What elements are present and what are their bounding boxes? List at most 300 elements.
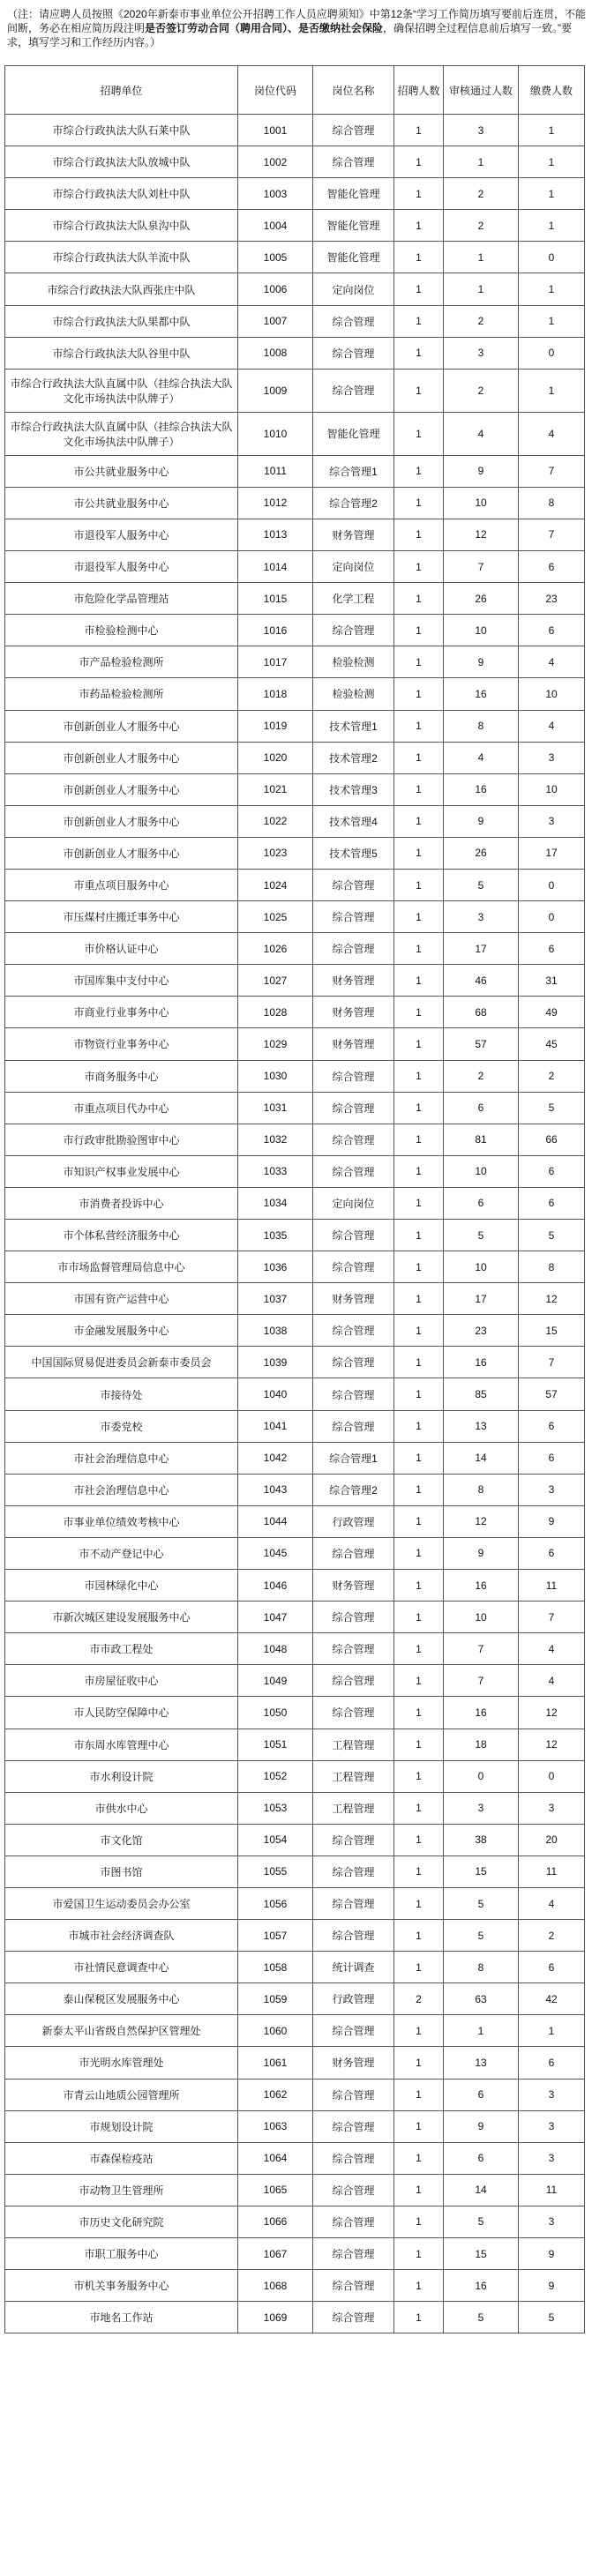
cell-code: 1036 [238, 1251, 313, 1283]
cell-code: 1040 [238, 1378, 313, 1410]
cell-paid: 5 [519, 1092, 585, 1124]
cell-paid: 5 [519, 2302, 585, 2333]
cell-code: 1028 [238, 997, 313, 1028]
cell-quota: 1 [394, 1378, 444, 1410]
cell-approved: 18 [444, 1729, 519, 1760]
cell-post: 工程管理 [313, 1760, 394, 1792]
cell-post: 综合管理 [313, 115, 394, 146]
table-row [5, 773, 585, 805]
cell-post: 综合管理1 [313, 1442, 394, 1474]
cell-unit: 市创新创业人才服务中心 [5, 837, 238, 869]
cell-paid: 49 [519, 997, 585, 1028]
cell-code: 1041 [238, 1410, 313, 1442]
cell-code: 1023 [238, 837, 313, 869]
cell-post: 财务管理 [313, 1283, 394, 1315]
cell-unit: 市事业单位绩效考核中心 [5, 1505, 238, 1537]
cell-post: 综合管理 [313, 1665, 394, 1697]
cell-paid: 3 [519, 2110, 585, 2142]
table-row [5, 1983, 585, 2015]
notice-bold: 是否签订劳动合同（聘用合同）、是否缴纳社会保险 [145, 22, 384, 34]
cell-approved: 6 [444, 2079, 519, 2110]
cell-unit: 市公共就业服务中心 [5, 455, 238, 487]
cell-post: 综合管理 [313, 1315, 394, 1347]
cell-quota: 1 [394, 305, 444, 337]
cell-approved: 10 [444, 1602, 519, 1633]
cell-unit: 市水利设计院 [5, 1760, 238, 1792]
cell-approved: 81 [444, 1124, 519, 1155]
cell-paid: 12 [519, 1283, 585, 1315]
cell-post: 定向岗位 [313, 273, 394, 305]
cell-code: 1001 [238, 115, 313, 146]
table-row [5, 2302, 585, 2333]
cell-approved: 9 [444, 2110, 519, 2142]
cell-code: 1016 [238, 615, 313, 646]
table-row [5, 615, 585, 646]
table-row [5, 869, 585, 900]
cell-post: 综合管理 [313, 337, 394, 369]
cell-paid: 45 [519, 1028, 585, 1060]
cell-post: 财务管理 [313, 965, 394, 997]
cell-post: 综合管理 [313, 1251, 394, 1283]
cell-unit: 市社会治理信息中心 [5, 1442, 238, 1474]
cell-approved: 14 [444, 2174, 519, 2206]
cell-approved: 2 [444, 1060, 519, 1092]
cell-post: 综合管理 [313, 2142, 394, 2174]
cell-unit: 市社会治理信息中心 [5, 1474, 238, 1505]
cell-paid: 7 [519, 1347, 585, 1378]
cell-unit: 市重点项目代办中心 [5, 1092, 238, 1124]
cell-quota: 1 [394, 412, 444, 455]
cell-unit: 市规划设计院 [5, 2110, 238, 2142]
cell-paid: 4 [519, 1633, 585, 1665]
cell-approved: 3 [444, 901, 519, 933]
cell-unit: 市商业行业事务中心 [5, 997, 238, 1028]
cell-unit: 市商务服务中心 [5, 1060, 238, 1092]
cell-post: 财务管理 [313, 1028, 394, 1060]
table-row [5, 115, 585, 146]
cell-unit: 市房屋征收中心 [5, 1665, 238, 1697]
cell-quota: 1 [394, 997, 444, 1028]
table-row [5, 583, 585, 615]
cell-code: 1057 [238, 1920, 313, 1952]
cell-quota: 1 [394, 1792, 444, 1824]
cell-post: 行政管理 [313, 1983, 394, 2015]
cell-unit: 市创新创业人才服务中心 [5, 805, 238, 837]
table-row [5, 1920, 585, 1952]
cell-code: 1050 [238, 1697, 313, 1729]
cell-post: 技术管理5 [313, 837, 394, 869]
cell-code: 1003 [238, 178, 313, 210]
cell-approved: 26 [444, 583, 519, 615]
cell-code: 1019 [238, 710, 313, 742]
cell-post: 财务管理 [313, 2047, 394, 2079]
cell-unit: 市公共就业服务中心 [5, 487, 238, 519]
cell-paid: 3 [519, 2079, 585, 2110]
cell-paid: 17 [519, 837, 585, 869]
cell-paid: 6 [519, 615, 585, 646]
cell-paid: 2 [519, 1920, 585, 1952]
cell-paid: 3 [519, 1792, 585, 1824]
table-row [5, 1028, 585, 1060]
cell-code: 1029 [238, 1028, 313, 1060]
cell-paid: 66 [519, 1124, 585, 1155]
cell-unit: 市物资行业事务中心 [5, 1028, 238, 1060]
cell-post: 综合管理 [313, 2174, 394, 2206]
cell-code: 1006 [238, 273, 313, 305]
cell-approved: 8 [444, 710, 519, 742]
table-row [5, 1092, 585, 1124]
cell-code: 1010 [238, 412, 313, 455]
cell-unit: 市历史文化研究院 [5, 2206, 238, 2237]
cell-quota: 1 [394, 869, 444, 900]
cell-quota: 1 [394, 1283, 444, 1315]
cell-approved: 5 [444, 869, 519, 900]
cell-unit: 市综合行政执法大队直属中队（挂综合执法大队文化市场执法中队牌子） [5, 369, 238, 412]
cell-quota: 1 [394, 646, 444, 678]
table-row [5, 2015, 585, 2047]
cell-paid: 9 [519, 2270, 585, 2302]
header-paid: 缴费人数 [519, 66, 585, 115]
table-row [5, 710, 585, 742]
table-row [5, 1887, 585, 1919]
cell-unit: 市行政审批勘验图审中心 [5, 1124, 238, 1155]
cell-quota: 1 [394, 1251, 444, 1283]
cell-paid: 3 [519, 805, 585, 837]
cell-quota: 1 [394, 487, 444, 519]
cell-unit: 新泰太平山省级自然保护区管理处 [5, 2015, 238, 2047]
table-row [5, 2079, 585, 2110]
table-row [5, 1952, 585, 1983]
table-row [5, 1315, 585, 1347]
cell-post: 检验检测 [313, 678, 394, 710]
cell-post: 综合管理 [313, 2206, 394, 2237]
cell-quota: 1 [394, 805, 444, 837]
cell-post: 综合管理 [313, 2079, 394, 2110]
cell-approved: 7 [444, 1633, 519, 1665]
cell-paid: 6 [519, 1537, 585, 1569]
cell-quota: 1 [394, 146, 444, 178]
cell-quota: 1 [394, 2206, 444, 2237]
cell-quota: 1 [394, 519, 444, 550]
cell-paid: 3 [519, 742, 585, 773]
cell-approved: 3 [444, 337, 519, 369]
table-row [5, 2238, 585, 2270]
cell-post: 技术管理1 [313, 710, 394, 742]
cell-quota: 1 [394, 2047, 444, 2079]
cell-code: 1051 [238, 1729, 313, 1760]
cell-paid: 4 [519, 1887, 585, 1919]
table-row [5, 369, 585, 412]
cell-unit: 市药品检验检测所 [5, 678, 238, 710]
cell-paid: 5 [519, 1220, 585, 1251]
cell-quota: 1 [394, 1952, 444, 1983]
cell-code: 1011 [238, 455, 313, 487]
cell-post: 综合管理 [313, 2238, 394, 2270]
header-code: 岗位代码 [238, 66, 313, 115]
cell-quota: 1 [394, 615, 444, 646]
cell-approved: 3 [444, 1792, 519, 1824]
table-row [5, 678, 585, 710]
cell-post: 定向岗位 [313, 551, 394, 583]
cell-approved: 68 [444, 997, 519, 1028]
table-row [5, 305, 585, 337]
cell-quota: 1 [394, 1570, 444, 1602]
cell-unit: 泰山保税区发展服务中心 [5, 1983, 238, 2015]
cell-code: 1061 [238, 2047, 313, 2079]
table-row [5, 178, 585, 210]
cell-code: 1014 [238, 551, 313, 583]
cell-approved: 9 [444, 646, 519, 678]
cell-code: 1021 [238, 773, 313, 805]
cell-unit: 市园林绿化中心 [5, 1570, 238, 1602]
cell-unit: 市检验检测中心 [5, 615, 238, 646]
cell-quota: 1 [394, 901, 444, 933]
cell-quota: 1 [394, 115, 444, 146]
cell-quota: 1 [394, 1537, 444, 1569]
table-row [5, 2047, 585, 2079]
cell-post: 综合管理 [313, 2270, 394, 2302]
cell-approved: 4 [444, 412, 519, 455]
cell-code: 1065 [238, 2174, 313, 2206]
notice-text [0, 2, 592, 65]
cell-quota: 1 [394, 1505, 444, 1537]
cell-paid: 1 [519, 146, 585, 178]
cell-post: 综合管理 [313, 1347, 394, 1378]
cell-paid: 1 [519, 115, 585, 146]
cell-quota: 1 [394, 773, 444, 805]
cell-unit: 市光明水库管理处 [5, 2047, 238, 2079]
cell-paid: 57 [519, 1378, 585, 1410]
cell-paid: 8 [519, 1251, 585, 1283]
cell-unit: 市创新创业人才服务中心 [5, 773, 238, 805]
table-row [5, 1124, 585, 1155]
cell-code: 1067 [238, 2238, 313, 2270]
cell-approved: 17 [444, 1283, 519, 1315]
cell-quota: 1 [394, 1697, 444, 1729]
cell-approved: 10 [444, 487, 519, 519]
table-row [5, 2270, 585, 2302]
table-row [5, 1283, 585, 1315]
cell-quota: 1 [394, 1760, 444, 1792]
cell-quota: 1 [394, 1442, 444, 1474]
cell-code: 1032 [238, 1124, 313, 1155]
cell-post: 综合管理 [313, 2302, 394, 2333]
cell-quota: 1 [394, 1124, 444, 1155]
cell-code: 1055 [238, 1855, 313, 1887]
table-row [5, 901, 585, 933]
cell-unit: 市产品检验检测所 [5, 646, 238, 678]
cell-paid: 6 [519, 1155, 585, 1187]
cell-unit: 市价格认证中心 [5, 933, 238, 965]
cell-post: 技术管理4 [313, 805, 394, 837]
table-row [5, 1697, 585, 1729]
cell-approved: 5 [444, 1887, 519, 1919]
cell-unit: 市综合行政执法大队放城中队 [5, 146, 238, 178]
header-unit: 招聘单位 [5, 66, 238, 115]
recruitment-table [4, 65, 585, 2333]
cell-quota: 1 [394, 273, 444, 305]
table-row [5, 1505, 585, 1537]
cell-quota: 1 [394, 1060, 444, 1092]
cell-code: 1060 [238, 2015, 313, 2047]
cell-quota: 1 [394, 369, 444, 412]
cell-approved: 8 [444, 1474, 519, 1505]
cell-code: 1018 [238, 678, 313, 710]
table-row [5, 1665, 585, 1697]
cell-approved: 2 [444, 305, 519, 337]
cell-unit: 市金融发展服务中心 [5, 1315, 238, 1347]
cell-approved: 6 [444, 2142, 519, 2174]
cell-code: 1038 [238, 1315, 313, 1347]
cell-unit: 市消费者投诉中心 [5, 1187, 238, 1219]
cell-approved: 38 [444, 1824, 519, 1855]
cell-quota: 1 [394, 2015, 444, 2047]
cell-post: 综合管理 [313, 869, 394, 900]
cell-unit: 市动物卫生管理所 [5, 2174, 238, 2206]
cell-paid: 2 [519, 1060, 585, 1092]
cell-quota: 1 [394, 1474, 444, 1505]
table-row [5, 551, 585, 583]
cell-unit: 市知识产权事业发展中心 [5, 1155, 238, 1187]
cell-quota: 1 [394, 1410, 444, 1442]
cell-code: 1004 [238, 210, 313, 242]
cell-code: 1043 [238, 1474, 313, 1505]
cell-approved: 5 [444, 2302, 519, 2333]
cell-code: 1054 [238, 1824, 313, 1855]
cell-paid: 12 [519, 1697, 585, 1729]
cell-paid: 6 [519, 551, 585, 583]
cell-paid: 1 [519, 273, 585, 305]
cell-quota: 1 [394, 337, 444, 369]
cell-paid: 8 [519, 487, 585, 519]
cell-post: 统计调查 [313, 1952, 394, 1983]
cell-paid: 6 [519, 1952, 585, 1983]
cell-code: 1037 [238, 1283, 313, 1315]
cell-code: 1059 [238, 1983, 313, 2015]
cell-approved: 2 [444, 178, 519, 210]
cell-post: 综合管理 [313, 305, 394, 337]
cell-quota: 1 [394, 1220, 444, 1251]
table-row [5, 1792, 585, 1824]
table-row [5, 210, 585, 242]
cell-code: 1034 [238, 1187, 313, 1219]
cell-approved: 3 [444, 115, 519, 146]
cell-paid: 9 [519, 1505, 585, 1537]
cell-paid: 0 [519, 337, 585, 369]
cell-code: 1017 [238, 646, 313, 678]
table-row [5, 1729, 585, 1760]
table-row [5, 1251, 585, 1283]
cell-unit: 市创新创业人才服务中心 [5, 710, 238, 742]
cell-quota: 1 [394, 2142, 444, 2174]
cell-post: 综合管理 [313, 2015, 394, 2047]
cell-quota: 1 [394, 178, 444, 210]
cell-paid: 7 [519, 1602, 585, 1633]
cell-code: 1009 [238, 369, 313, 412]
table-row [5, 965, 585, 997]
cell-post: 财务管理 [313, 1570, 394, 1602]
cell-paid: 23 [519, 583, 585, 615]
cell-post: 定向岗位 [313, 1187, 394, 1219]
cell-unit: 市供水中心 [5, 1792, 238, 1824]
cell-approved: 85 [444, 1378, 519, 1410]
header-approved: 审核通过人数 [444, 66, 519, 115]
table-row [5, 242, 585, 273]
cell-code: 1047 [238, 1602, 313, 1633]
cell-post: 综合管理 [313, 1633, 394, 1665]
table-row [5, 1347, 585, 1378]
cell-quota: 1 [394, 2079, 444, 2110]
cell-approved: 1 [444, 2015, 519, 2047]
table-row [5, 997, 585, 1028]
cell-approved: 9 [444, 1537, 519, 1569]
cell-unit: 市文化馆 [5, 1824, 238, 1855]
cell-post: 综合管理 [313, 1602, 394, 1633]
cell-code: 1024 [238, 869, 313, 900]
cell-approved: 57 [444, 1028, 519, 1060]
cell-code: 1044 [238, 1505, 313, 1537]
cell-code: 1045 [238, 1537, 313, 1569]
cell-quota: 1 [394, 1187, 444, 1219]
cell-approved: 16 [444, 773, 519, 805]
cell-paid: 7 [519, 519, 585, 550]
cell-code: 1063 [238, 2110, 313, 2142]
cell-unit: 市创新创业人才服务中心 [5, 742, 238, 773]
cell-post: 综合管理 [313, 146, 394, 178]
notice-suffix: ，确保招聘全过程信息前后填写一致。”要求，填写学习和工作经历内容。） [7, 22, 573, 49]
cell-post: 综合管理 [313, 1092, 394, 1124]
cell-paid: 1 [519, 369, 585, 412]
table-row [5, 805, 585, 837]
table-row [5, 1760, 585, 1792]
cell-paid: 9 [519, 2238, 585, 2270]
cell-paid: 15 [519, 1315, 585, 1347]
cell-approved: 6 [444, 1092, 519, 1124]
cell-paid: 42 [519, 1983, 585, 2015]
cell-post: 化学工程 [313, 583, 394, 615]
cell-approved: 16 [444, 1347, 519, 1378]
cell-unit: 市综合行政执法大队羊流中队 [5, 242, 238, 273]
cell-post: 综合管理2 [313, 487, 394, 519]
cell-approved: 17 [444, 933, 519, 965]
table-row [5, 1570, 585, 1602]
table-row [5, 1060, 585, 1092]
cell-quota: 1 [394, 1092, 444, 1124]
cell-paid: 11 [519, 1570, 585, 1602]
cell-quota: 1 [394, 2270, 444, 2302]
table-row [5, 337, 585, 369]
cell-unit: 市退役军人服务中心 [5, 551, 238, 583]
cell-quota: 1 [394, 678, 444, 710]
cell-quota: 1 [394, 1824, 444, 1855]
cell-paid: 10 [519, 773, 585, 805]
cell-unit: 市国有资产运营中心 [5, 1283, 238, 1315]
table-row [5, 1187, 585, 1219]
cell-approved: 16 [444, 1570, 519, 1602]
cell-approved: 10 [444, 1155, 519, 1187]
table-row [5, 412, 585, 455]
cell-paid: 1 [519, 2015, 585, 2047]
cell-code: 1015 [238, 583, 313, 615]
cell-approved: 16 [444, 2270, 519, 2302]
cell-approved: 14 [444, 1442, 519, 1474]
cell-post: 技术管理3 [313, 773, 394, 805]
cell-unit: 市人民防空保障中心 [5, 1697, 238, 1729]
table-row [5, 837, 585, 869]
cell-post: 智能化管理 [313, 210, 394, 242]
cell-post: 综合管理 [313, 369, 394, 412]
cell-quota: 1 [394, 2238, 444, 2270]
